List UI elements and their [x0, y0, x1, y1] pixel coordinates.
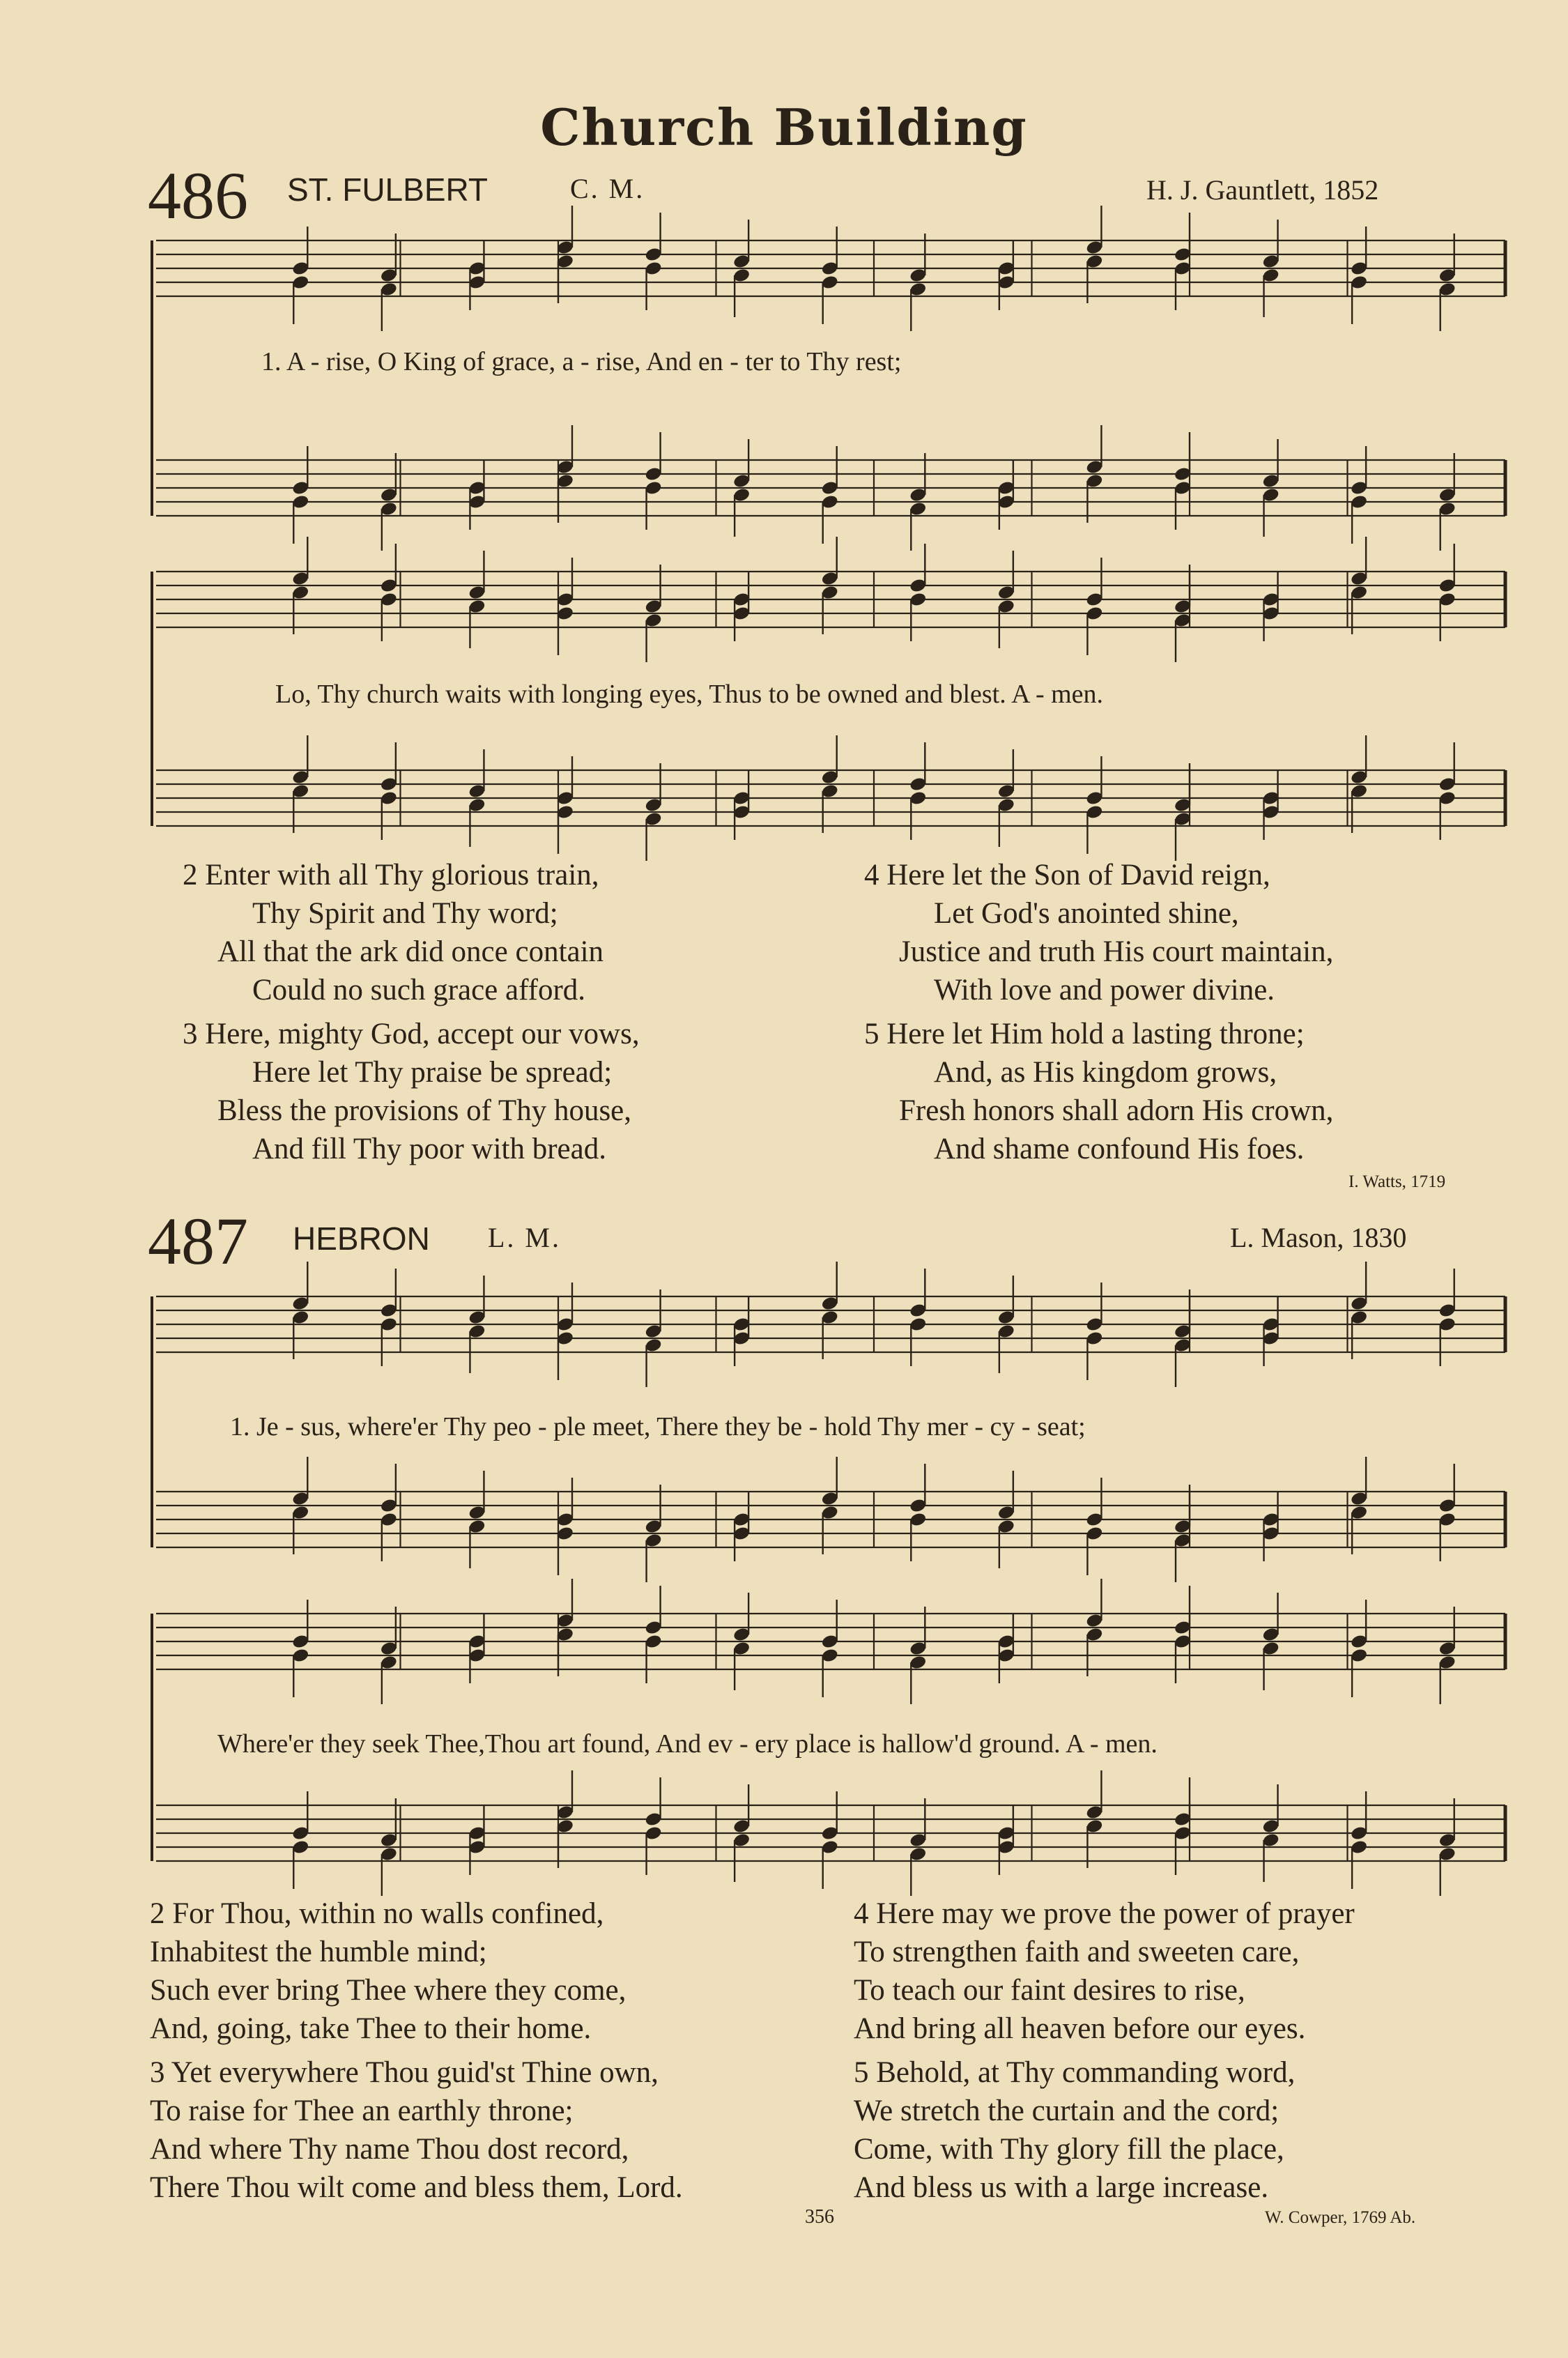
verse-487-2-line2: Inhabitest the humble mind;: [150, 1936, 487, 1968]
verse-487-2-line3: Such ever bring Thee where they come,: [150, 1974, 627, 2007]
verses-487-right: [854, 1894, 1355, 2207]
verse-486-4-line1: 4 Here let the Son of David reign,: [864, 859, 1270, 891]
author-486: I. Watts, 1719: [1348, 1172, 1446, 1191]
verses-486-left: [183, 856, 640, 1168]
verse-487-2-line4: And, going, take Thee to their home.: [150, 2012, 592, 2045]
verse-487-4-line3: To teach our faint desires to rise,: [854, 1974, 1245, 2007]
verse-487-5-line1: 5 Behold, at Thy commanding word,: [854, 2056, 1296, 2089]
lyric-486-line1: 1. A - rise, O King of grace, a - rise, And en - ter to Thy rest;: [261, 347, 902, 376]
verse-486-2-line3: All that the ark did once contain: [217, 935, 604, 968]
verse-486-3-line2: Here let Thy praise be spread;: [252, 1056, 613, 1089]
verse-487-5-line2: We stretch the curtain and the cord;: [854, 2095, 1279, 2127]
verse-486-2-line4: Could no such grace afford.: [252, 974, 586, 1006]
section-title: Church Building: [540, 98, 1028, 157]
verse-486-3-line4: And fill Thy poor with bread.: [252, 1133, 606, 1165]
verse-487-5-line4: And bless us with a large increase.: [854, 2171, 1269, 2204]
verse-487-2-line1: 2 For Thou, within no walls confined,: [150, 1897, 604, 1930]
author-487: W. Cowper, 1769 Ab.: [1265, 2208, 1416, 2227]
verse-486-3-line3: Bless the provisions of Thy house,: [217, 1094, 632, 1127]
verse-487-3-line4: There Thou wilt come and bless them, Lord.: [150, 2171, 683, 2204]
verse-486-5-line3: Fresh honors shall adorn His crown,: [899, 1094, 1334, 1127]
hymn-number-487: 487: [148, 1204, 248, 1278]
verse-487-4-line1: 4 Here may we prove the power of prayer: [854, 1897, 1355, 1930]
meter-487: L. M.: [488, 1222, 561, 1253]
lyric-486-line2: Lo, Thy church waits with longing eyes, Thus to be owned and blest. A - men.: [275, 680, 1104, 709]
page-number: 356: [805, 2206, 834, 2228]
verse-486-4-line3: Justice and truth His court maintain,: [899, 935, 1334, 968]
composer-486: H. J. Gauntlett, 1852: [1146, 174, 1379, 206]
verse-487-3-line1: 3 Yet everywhere Thou guid'st Thine own,: [150, 2056, 659, 2089]
hymn-number-486: 486: [148, 158, 248, 233]
tune-name-486: ST. FULBERT: [287, 171, 488, 208]
verse-487-4-line2: To strengthen faith and sweeten care,: [854, 1936, 1300, 1968]
verse-486-2-line2: Thy Spirit and Thy word;: [252, 897, 558, 930]
verses-487-left: [150, 1894, 683, 2207]
lyric-487-line2: Where'er they seek Thee,Thou art found, And ev - ery place is hallow'd ground. A - men.: [217, 1729, 1158, 1759]
verse-486-4-line2: Let God's anointed shine,: [934, 897, 1239, 930]
verse-487-4-line4: And bring all heaven before our eyes.: [854, 2012, 1306, 2045]
verse-486-2-line1: 2 Enter with all Thy glorious train,: [183, 859, 599, 891]
verses-486-right: [864, 856, 1333, 1168]
verse-486-5-line2: And, as His kingdom grows,: [934, 1056, 1277, 1089]
verse-487-5-line3: Come, with Thy glory fill the place,: [854, 2133, 1284, 2166]
composer-487: L. Mason, 1830: [1230, 1222, 1407, 1253]
meter-486: C. M.: [570, 173, 645, 204]
verse-486-5-line1: 5 Here let Him hold a lasting throne;: [864, 1018, 1305, 1050]
verse-486-4-line4: With love and power divine.: [934, 974, 1275, 1006]
verse-486-3-line1: 3 Here, mighty God, accept our vows,: [183, 1018, 640, 1050]
tune-name-487: HEBRON: [293, 1220, 430, 1257]
verse-486-5-line4: And shame confound His foes.: [934, 1133, 1305, 1165]
verse-487-3-line2: To raise for Thee an earthly throne;: [150, 2095, 574, 2127]
lyric-487-line1: 1. Je - sus, where'er Thy peo - ple meet, There they be - hold Thy mer - cy - seat;: [230, 1412, 1086, 1441]
verse-487-3-line3: And where Thy name Thou dost record,: [150, 2133, 629, 2166]
